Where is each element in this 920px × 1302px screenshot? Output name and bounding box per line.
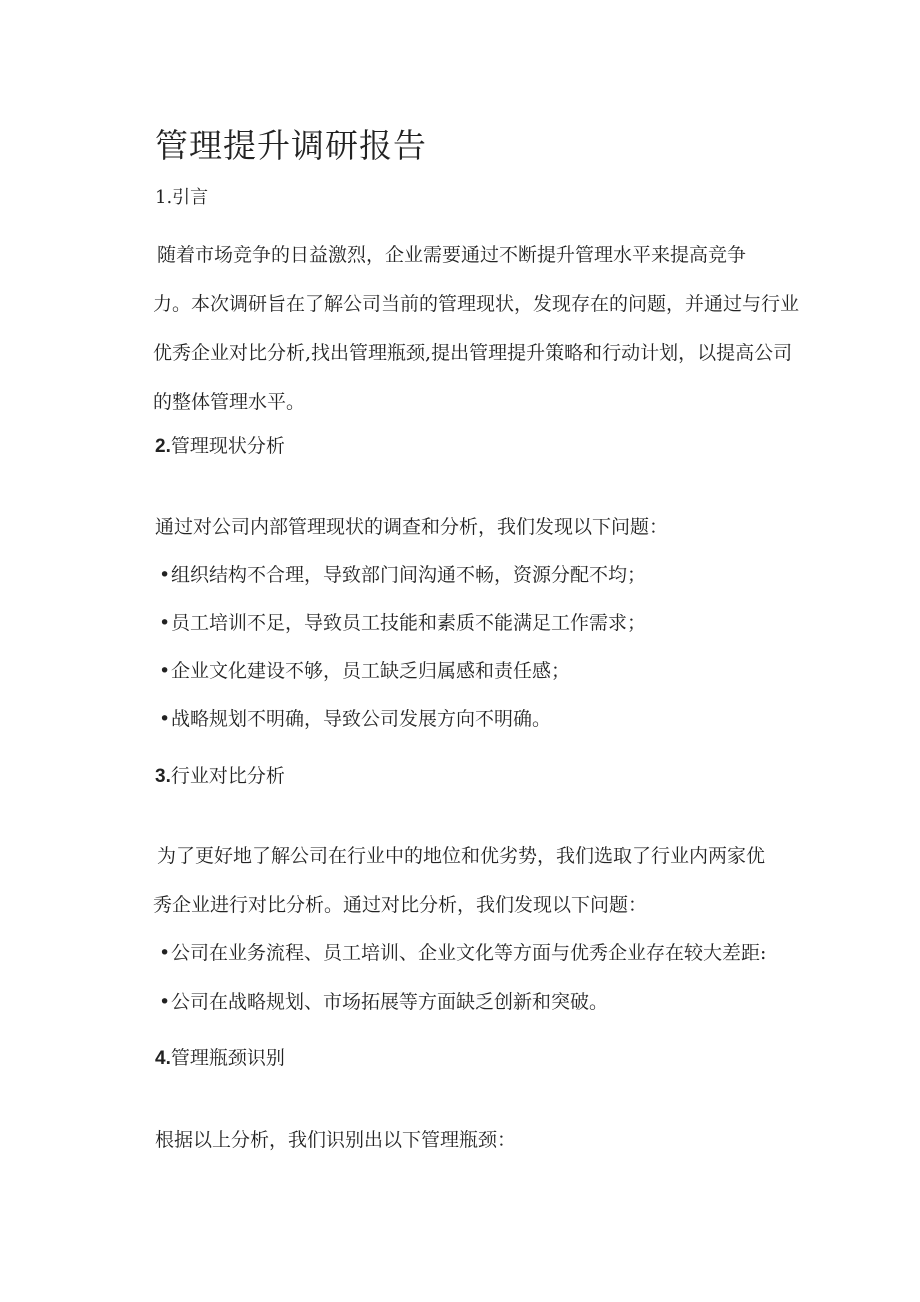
bullet-icon: • [159,612,171,634]
list-item [159,608,646,638]
list-item-text: 战略规划不明确，导致公司发展方向不明确。 [171,708,552,730]
list-item [159,704,551,734]
bottleneck-lead: 根据以上分析，我们识别出以下管理瓶颈： [155,1129,517,1151]
section-heading-status [155,431,285,462]
list-item-text: 公司在战略规划、市场拓展等方面缺乏创新和突破。 [171,991,609,1013]
heading-text: 管理现状分析 [170,435,285,457]
bullet-icon: • [159,564,171,586]
heading-number: 3. [155,766,171,787]
heading-text: 行业对比分析 [170,765,285,787]
bullet-icon: • [159,991,171,1013]
heading-number: 4. [155,1048,171,1069]
bullet-icon: • [159,942,171,964]
heading-number: 2. [155,436,171,457]
bullet-icon: • [159,708,171,730]
intro-paragraph [153,231,803,427]
section-heading-bottleneck [155,1043,285,1074]
list-item-text: 员工培训不足，导致员工技能和素质不能满足工作需求； [171,612,647,634]
paragraph-line: 力。本次调研旨在了解公司当前的管理现状，发现存在的问题，并通过与行业 [153,293,800,315]
section-heading-intro: 1.引言 [155,187,209,208]
list-item [159,987,608,1017]
paragraph-line: 随着市场竞争的日益激烈，企业需要通过不断提升管理水平来提高竞争 [157,244,747,266]
status-lead: 通过对公司内部管理现状的调查和分析，我们发现以下问题： [155,516,669,538]
industry-paragraph [153,832,803,930]
section-heading-industry [155,761,285,792]
paragraph-line: 优秀企业对比分析,找出管理瓶颈,提出管理提升策略和行动计划，以提高公司 [153,342,793,364]
list-item [159,656,570,686]
list-item-text: 公司在业务流程、员工培训、企业文化等方面与优秀企业存在较大差距: [171,942,767,964]
list-item-text: 组织结构不合理，导致部门间沟通不畅，资源分配不均； [171,564,647,586]
page-title: 管理提升调研报告 [155,126,427,165]
list-item-text: 企业文化建设不够，员工缺乏归属感和责任感； [171,660,571,682]
heading-text: 管理瓶颈识别 [170,1047,285,1069]
paragraph-line: 秀企业进行对比分析。通过对比分析，我们发现以下问题： [153,894,648,916]
paragraph-line: 的整体管理水平。 [153,391,306,413]
bullet-icon: • [159,660,171,682]
list-item [159,560,646,590]
paragraph-line: 为了更好地了解公司在行业中的地位和优劣势，我们选取了行业内两家优 [157,845,766,867]
list-item [159,938,766,968]
